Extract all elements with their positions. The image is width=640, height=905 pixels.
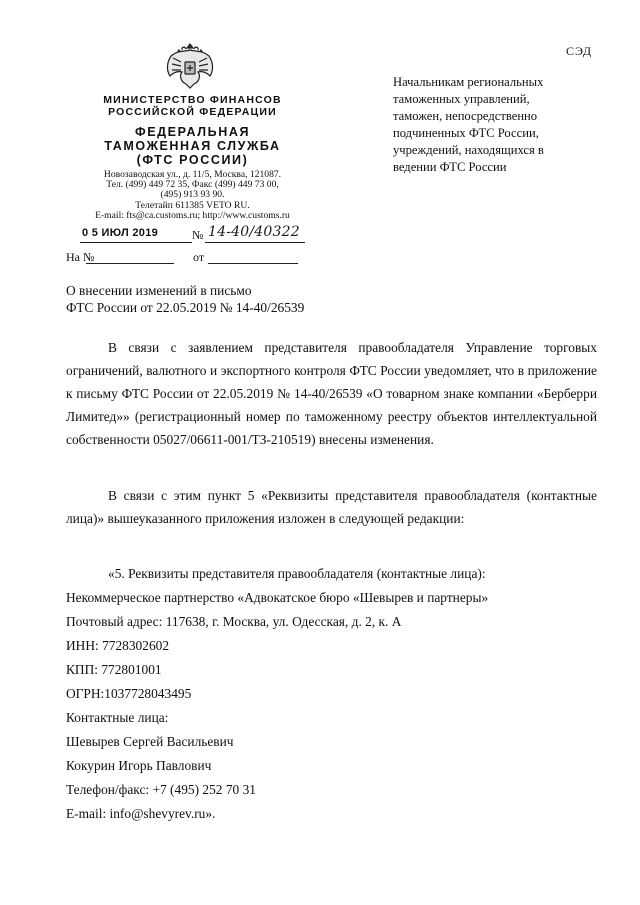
service-contacts [70,170,315,221]
subject-line: О внесении изменений в письмо [66,283,252,298]
recipient-block [393,74,593,176]
details-line: Почтовый адрес: 117638, г. Москва, ул. Одесская, д. 2, к. А [66,614,402,629]
contact-line: Тел. (499) 449 72 35, Факс (499) 449 73 00, [106,179,279,191]
document-system-mark: СЭД [566,44,593,58]
details-line: Телефон/факс: +7 (495) 252 70 31 [66,782,256,797]
recipient-line: учреждений, находящихся в [393,143,544,157]
details-line: ОГРН:1037728043495 [66,686,192,701]
reference-prefix: На № [66,250,95,264]
number-prefix: № [192,228,204,242]
letter-subject [66,282,304,316]
coat-of-arms-icon [161,40,219,92]
contact-line: Телетайп 611385 VETO RU. [135,199,250,211]
details-line: КПП: 772801001 [66,662,162,677]
details-line: Шевырев Сергей Васильевич [66,734,234,749]
contact-line: (495) 913 93 90. [160,189,225,201]
service-name [70,125,315,167]
recipient-line: таможен, непосредственно [393,109,538,123]
details-line: E-mail: info@shevyrev.ru». [66,806,216,821]
subject-line: ФТС России от 22.05.2019 № 14-40/26539 [66,300,305,315]
ministry-line: МИНИСТЕРСТВО ФИНАНСОВ [103,94,282,106]
service-line: ФЕДЕРАЛЬНАЯ [134,125,251,139]
details-line: Контактные лица: [66,710,169,725]
recipient-line: таможенных управлений, [393,92,530,106]
body-paragraph-2: В связи с этим пункт 5 «Реквизиты представителя правообладателя (контактные лица)» вышеуказанного приложения изложен в следующей редакции: [66,488,597,526]
from-underline [208,250,298,264]
representative-details [66,562,597,826]
details-line: Кокурин Игорь Павлович [66,758,212,773]
details-line: «5. Реквизиты представителя правообладателя (контактные лица): [108,566,486,581]
service-line: ТАМОЖЕННАЯ СЛУЖБА [104,139,281,153]
letter-number: 14-40/40322 [208,224,300,240]
from-prefix: от [193,250,205,264]
recipient-line: Начальникам региональных [393,75,544,89]
letter-date: 0 5 ИЮЛ 2019 [82,227,159,239]
ministry-name [70,94,315,118]
body-paragraph-1: В связи с заявлением представителя правообладателя Управление торговых ограничений, валютного и экспортного контроля ФТС России уведомляет, что в приложение к письму ФТС России от 22.05.2019 № 14-40/26539 «О товарном знаке компании «Берберри Лимитед»» (регистрационный номер по таможенному реестру объектов интеллектуальной собственности 05027/06611-001/ТЗ-210519) внесены изменения. [66,340,597,447]
details-line: ИНН: 7728302602 [66,638,170,653]
service-line: (ФТС РОССИИ) [136,153,249,167]
contact-line: Новозаводская ул., д. 11/5, Москва, 121087. [103,169,282,180]
ministry-line: РОССИЙСКОЙ ФЕДЕРАЦИИ [108,106,277,118]
reference-underline [86,250,174,264]
contact-line: E-mail: fts@ca.customs.ru; http://www.customs.ru [95,209,290,221]
recipient-line: подчиненных ФТС России, [393,126,539,140]
details-line: Некоммерческое партнерство «Адвокатское бюро «Шевырев и партнеры» [66,590,489,605]
recipient-line: ведении ФТС России [393,160,507,174]
